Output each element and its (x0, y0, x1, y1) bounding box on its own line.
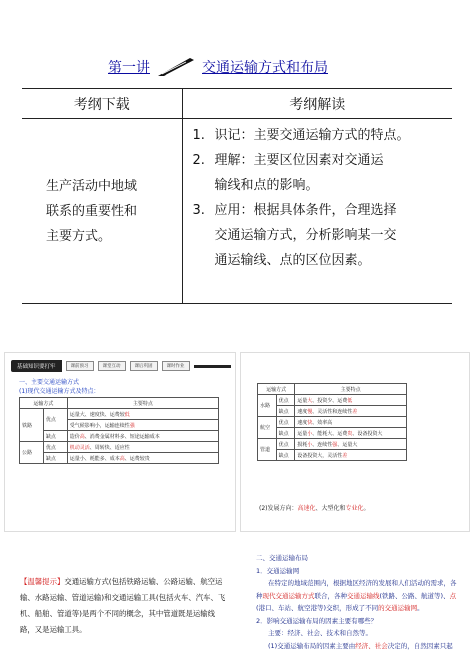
table-row: 公路 优点 机动灵活、周转快、适应性 (20, 442, 219, 453)
sub-heading: 1．交通运输网 (256, 566, 300, 575)
transport-feature-table: 运输方式 主要特点 铁路 优点 运量大、速度快、运费较低 受气候影响小，运输连续性强 缺点 造价高、消费金属材料多、短途运输成本 公路 优点 机动灵活、周转快、适应性 缺点 运量小、耗能多、成本高、运费较贵 (19, 397, 219, 464)
slide-thumbnail-1[interactable] (4, 352, 236, 532)
table-row: 缺点 运量小、耗能多、成本高、运费较贵 (20, 453, 219, 464)
section-banner (11, 359, 231, 373)
syllabus-line: 联系的重要性和 (46, 203, 138, 219)
requirement-item: 2. 理解：主要区位因素对交通运 输线和点的影响。 (192, 153, 384, 193)
syllabus-line: 生产活动中地域 (46, 178, 138, 194)
table-row: 水路 优点 运量大、投资少、运费低 (258, 395, 407, 406)
slide-thumbnail-3[interactable] (4, 540, 236, 670)
table-row: 缺点 速度慢、灵活性和连续性差 (258, 406, 407, 417)
banner-stripe (194, 365, 231, 368)
layout-notes (256, 552, 460, 652)
paragraph: 主要：经济、社会、技术和自然等。 (268, 629, 372, 637)
quill-pen-icon (156, 56, 196, 78)
banner-tab[interactable]: 课前预习 (66, 361, 94, 371)
slide-title (108, 57, 368, 77)
table-row: 缺点 设备投资大，灵活性差 (258, 450, 407, 461)
sub-heading: 2．影响交通运输布局的因素主要有哪些？ (256, 616, 378, 625)
paragraph: 在特定的地域范围内，根据地区经济的发展和人们活动的需求，各种现代交通运输方式联合，各种交通运输线(铁路、公路、航道等)、点(港口、车站、航空港等)交织，形成了不同的交通运输网。 (256, 579, 457, 612)
requirement-item: 3. 应用：根据具体条件，合理选择 交通运输方式，分析影响某一交 通运输线、点的区位因素。 (192, 203, 397, 268)
lecture-title: 交通运输方式和布局 (202, 60, 328, 76)
requirement-item: 1. 识记：主要交通运输方式的特点。 (192, 128, 410, 143)
table-row: 缺点 运量小、能耗大、运费贵、设备投资大 (258, 428, 407, 439)
table-row: 缺点 造价高、消费金属材料多、短途运输成本 (20, 431, 219, 442)
tip-tag: 【温馨提示】 (20, 577, 65, 586)
banner-title: 基础知识要打牢 (11, 360, 62, 372)
banner-tab[interactable]: 课时作业 (162, 361, 190, 371)
section-heading: 一、主要交通运输方式 (19, 379, 80, 386)
slide-thumbnail-4[interactable] (240, 540, 470, 670)
syllabus-content (22, 119, 182, 304)
slide-thumbnail-2[interactable] (240, 352, 470, 532)
transport-feature-table-2: 运输方式 主要特点 水路 优点 运量大、投资少、运费低 缺点 速度慢、灵活性和连续性差 航空 优点 速度快、效率高 缺点 运量小、能耗大、运费贵、设备投资大 管道 优点 损耗小、连续性强、运量大 缺点 设备投资大，灵活性差 (257, 383, 407, 461)
syllabus-line: 主要方式。 (46, 228, 112, 244)
header-syllabus-explain: 考纲解读 (182, 89, 452, 119)
syllabus-table (22, 88, 452, 304)
syllabus-explanation (182, 119, 452, 304)
banner-tab[interactable]: 课堂互动 (98, 361, 126, 371)
table-row: 受气候影响小，运输连续性强 (20, 420, 219, 431)
table-row: 航空 优点 速度快、效率高 (258, 417, 407, 428)
banner-tab[interactable]: 课后巩固 (130, 361, 158, 371)
table-row: 管道 优点 损耗小、连续性强、运量大 (258, 439, 407, 450)
lecture-label: 第一讲 (108, 60, 150, 76)
sub-heading: (1)现代交通运输方式及特点： (19, 388, 100, 395)
section-heading: 二、交通运输布局 (256, 554, 308, 562)
paragraph: (1)交通运输布局的因素主要由经济、社会决定的，自然因素只起 (268, 641, 453, 650)
tip-paragraph: 【温馨提示】交通运输方式(包括铁路运输、公路运输、航空运输、水路运输、管道运输)和交通运输工具(包括火车、汽车、飞机、船舶、管道等)是两个不同的概念，其中管道既是运输线路，又是运输工具。 (20, 577, 226, 634)
table-row: 铁路 优点 运量大、速度快、运费较低 (20, 409, 219, 420)
development-direction: (2)发展方向：高速化、大型化和专业化。 (259, 505, 370, 512)
header-syllabus-download: 考纲下载 (22, 89, 182, 119)
